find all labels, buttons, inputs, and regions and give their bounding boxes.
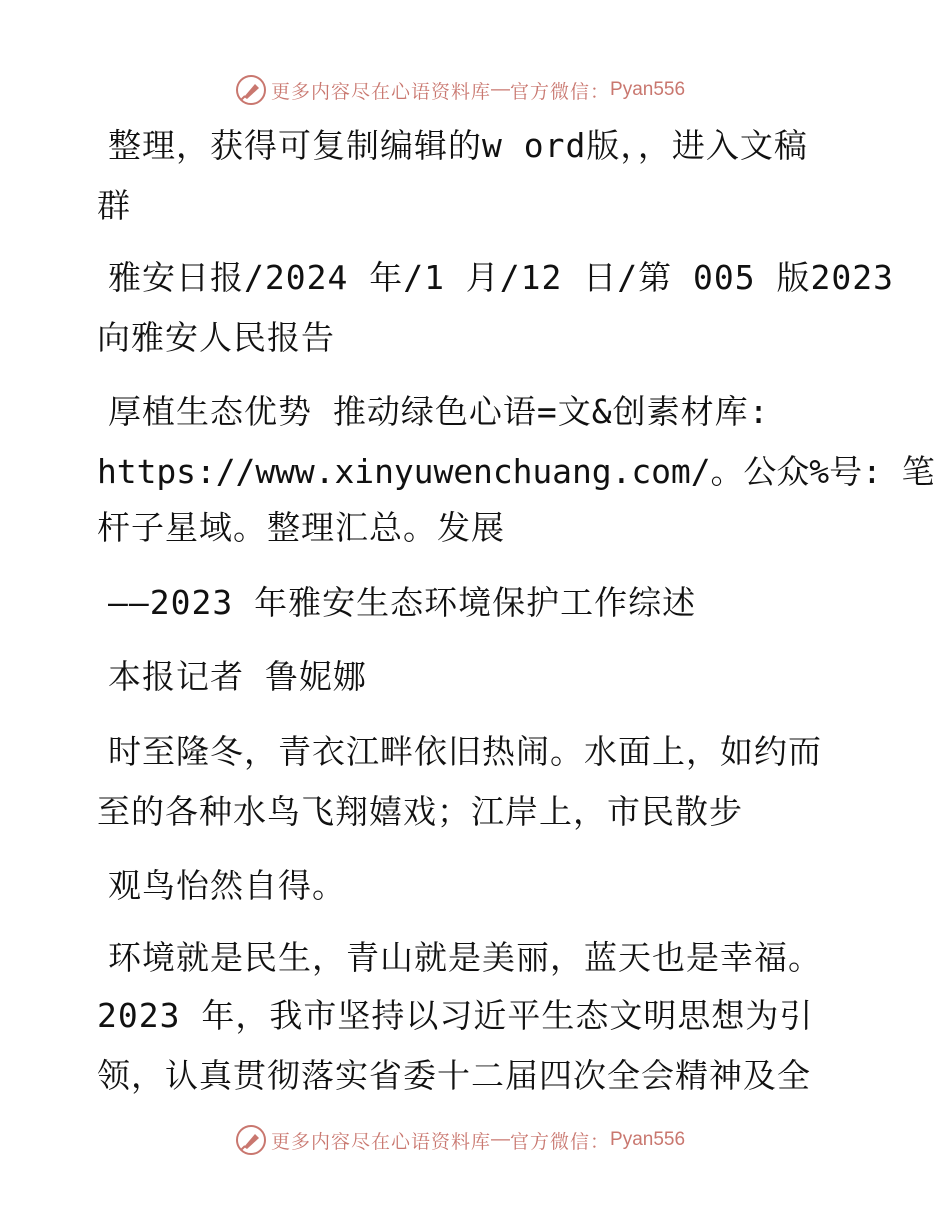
text-line: 2023 年，我市坚持以习近平生态文明思想为引	[97, 996, 814, 1035]
text-line: 向雅安人民报告	[97, 318, 335, 357]
text-line: ——2023 年雅安生态环境保护工作综述	[108, 583, 697, 622]
text-line: 时至隆冬，青衣江畔依旧热闹。水面上，如约而	[108, 732, 822, 771]
banner-dash: —	[491, 79, 511, 100]
text-line: 整理，获得可复制编辑的w ord版，，进入文稿	[108, 126, 808, 165]
banner-text: 更多内容尽在心语资料库	[271, 80, 492, 103]
banner-wechat-label: 官方微信：	[510, 80, 611, 103]
header-watermark-banner	[235, 73, 685, 107]
text-line: 本报记者 鲁妮娜	[108, 657, 367, 696]
text-line: 至的各种水鸟飞翔嬉戏；江岸上，市民散步	[97, 792, 743, 831]
text-line: 环境就是民生，青山就是美丽，蓝天也是幸福。	[108, 938, 822, 977]
banner-wechat-label: 官方微信：	[510, 1130, 611, 1153]
text-line: 领，认真贯彻落实省委十二届四次全会精神及全	[97, 1056, 811, 1095]
footer-watermark-banner	[235, 1123, 685, 1157]
pen-nib-logo-icon	[235, 74, 267, 106]
pen-nib-logo-icon	[235, 1124, 267, 1156]
banner-dash: —	[491, 1129, 511, 1150]
text-line: 观鸟怡然自得。	[108, 866, 346, 905]
banner-text: 更多内容尽在心语资料库	[271, 1130, 492, 1153]
text-line: 群	[97, 186, 131, 225]
text-line: 杆子星域。整理汇总。发展	[97, 508, 505, 547]
text-line: https://www.xinyuwenchuang.com/。公众%号: 笔	[97, 452, 935, 491]
banner-wechat-id: Pyan556	[610, 1129, 686, 1150]
text-line: 厚植生态优势 推动绿色心语=文&创素材库:	[108, 392, 770, 431]
banner-wechat-id: Pyan556	[610, 79, 686, 100]
text-line: 雅安日报/2024 年/1 月/12 日/第 005 版2023	[108, 258, 894, 297]
